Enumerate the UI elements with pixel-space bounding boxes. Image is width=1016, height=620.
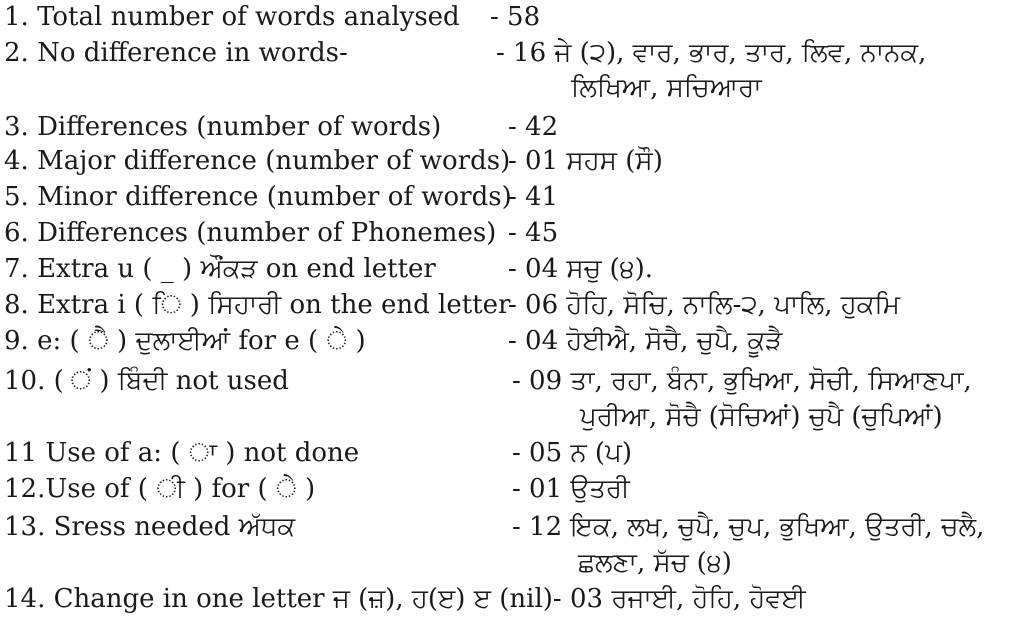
row-1-value: - 58	[490, 2, 541, 32]
row-4-value: - 01 ਸਹਸ (ਸੌ)	[508, 146, 663, 176]
row-9-label: 9. e: ( ੈ ) ਦੁਲਾਈਆਂ for e ( ੇ )	[4, 326, 366, 356]
row-2-value: - 16 ਜੇ (੨), ਵਾਰ, ਭਾਰ, ਤਾਰ, ਲਿਵ, ਨਾਨਕ,	[496, 38, 927, 68]
row-13-value: - 12 ਇਕ, ਲਖ, ਚੁਪੈ, ਚੁਪ, ਭੁਖਿਆ, ਉਤਰੀ, ਚਲੈ,	[512, 512, 985, 542]
row-5-value: - 41	[508, 182, 559, 212]
row-4-label: 4. Major difference (number of words)	[4, 146, 511, 176]
row-2-value-continued: ਲਿਖਿਆ, ਸਚਿਆਰਾ	[571, 73, 762, 103]
row-11-value: - 05 ਨ (ਪ)	[512, 438, 632, 468]
row-9-value: - 04 ਹੋਈਐ, ਸੋਚੈ, ਚੁਪੈ, ਕੂੜੈ	[508, 326, 783, 356]
row-7-value: - 04 ਸਚੁ (੪).	[508, 254, 654, 284]
row-3-value: - 42	[508, 112, 559, 142]
row-5-label: 5. Minor difference (number of words)	[4, 182, 512, 212]
row-3-label: 3. Differences (number of words)	[4, 112, 442, 142]
row-13-label: 13. Sress needed ਅੱਧਕ	[4, 512, 296, 542]
row-10-value-continued: ਪੁਰੀਆ, ਸੋਚੈ (ਸੋਚਿਆਂ) ਚੁਪੈ (ਚੁਪਿਆਂ)	[580, 402, 943, 432]
row-12-label: 12.Use of ( ੀ ) for ( ੇ )	[4, 474, 316, 504]
row-8-value: - 06 ਹੋਹਿ, ਸੋਚਿ, ਨਾਲਿ-੨, ਪਾਲਿ, ਹੁਕਮਿ	[508, 290, 900, 320]
row-10-label: 10. ( ਂ ) ਬਿੰਦੀ not used	[4, 366, 289, 396]
row-10-value: - 09 ਤਾ, ਰਹਾ, ਬੰਨਾ, ਭੁਖਿਆ, ਸੋਚੀ, ਸਿਆਣਪਾ,	[512, 366, 972, 396]
row-13-value-continued: ਛਲਣਾ, ਸੱਚ (੪)	[578, 548, 732, 578]
row-11-label: 11 Use of a: ( ਾ ) not done	[4, 438, 360, 468]
row-14-label: 14. Change in one letter ਜ (ਜ਼), ਹ(ੲ) ੲ (nil)- 03 ਰਜਾਈ, ਹੋਹਿ, ਹੋਵਈ	[4, 584, 806, 614]
row-6-label: 6. Differences (number of Phonemes)	[4, 218, 497, 248]
row-8-label: 8. Extra i ( ਿ ) ਸਿਹਾਰੀ on the end letter	[4, 290, 511, 320]
row-6-value: - 45	[508, 218, 559, 248]
row-1-label: 1. Total number of words analysed	[4, 2, 460, 32]
row-7-label: 7. Extra u ( _ ) ਔਂਕੜ on end letter	[4, 254, 436, 284]
row-12-value: - 01 ਉਤਰੀ	[512, 474, 630, 504]
row-2-label: 2. No difference in words-	[4, 38, 348, 68]
